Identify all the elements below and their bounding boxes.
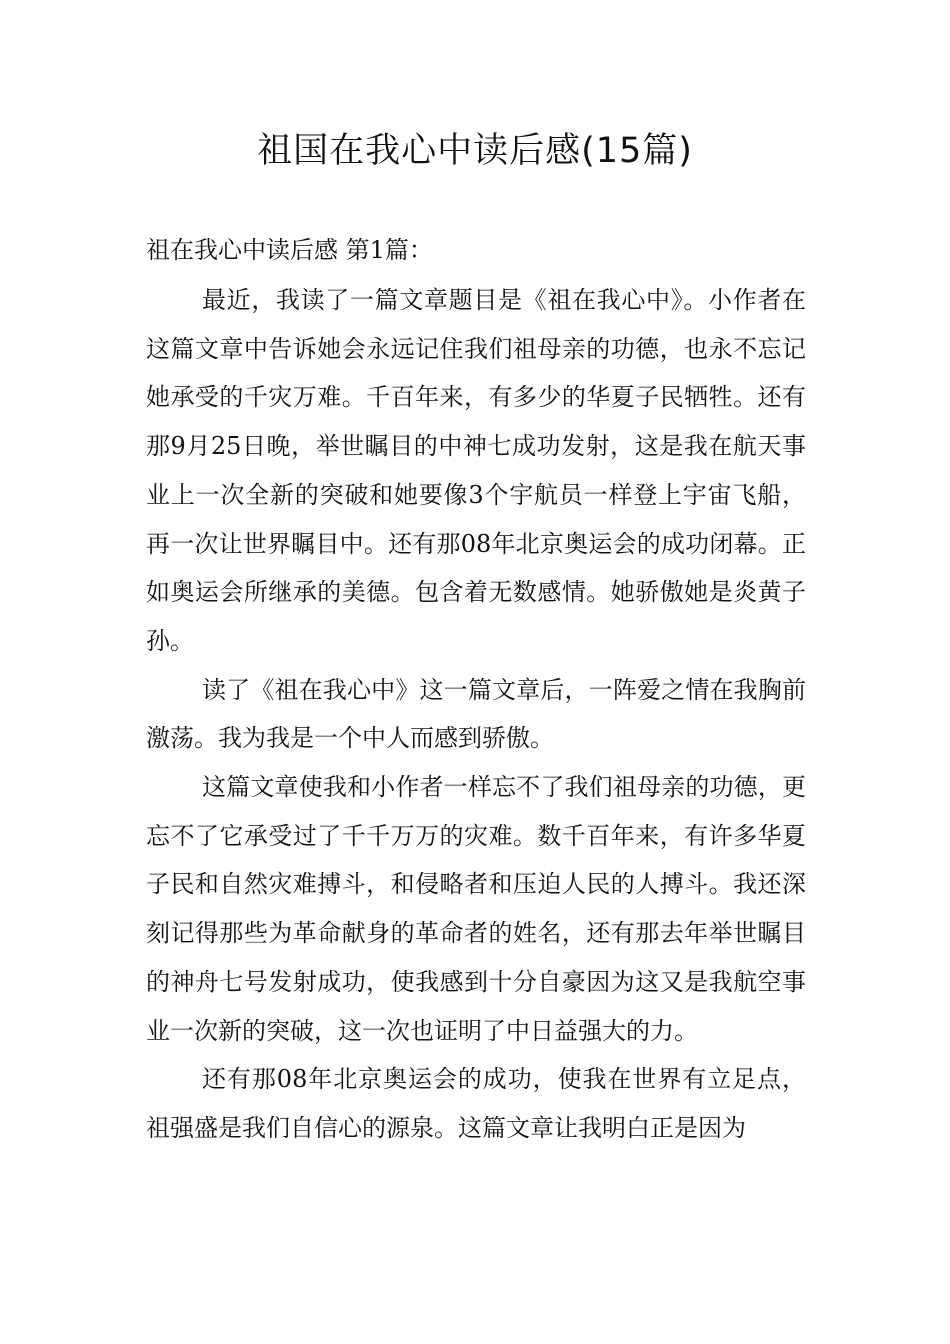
- paragraph-1: 最近，我读了一篇文章题目是《祖在我心中》。小作者在这篇文章中告诉她会永远记住我们祖母亲的功德，也永不忘记她承受的千灾万难。千百年来，有多少的华夏子民牺牲。还有那9月25日晚，举世瞩目的中神七成功发射，这是我在航天事业上一次全新的突破和她要像3个宇航员一样登上宇宙飞船，再一次让世界瞩目中。还有那08年北京奥运会的成功闭幕。正如奥运会所继承的美德。包含着无数感情。她骄傲她是炎黄子孙。: [146, 286, 806, 655]
- paragraph-3: 这篇文章使我和小作者一样忘不了我们祖母亲的功德，更忘不了它承受过了千千万万的灾难。数千百年来，有许多华夏子民和自然灾难搏斗，和侵略者和压迫人民的人搏斗。我还深刻记得那些为革命献身的革命者的姓名，还有那去年举世瞩目的神舟七号发射成功，使我感到十分自豪因为这又是我航空事业一次新的突破，这一次也证明了中日益强大的力。: [146, 773, 806, 1045]
- paragraph-4: 还有那08年北京奥运会的成功，使我在世界有立足点，祖强盛是我们自信心的源泉。这篇文章让我明白正是因为: [146, 1065, 806, 1142]
- document-title: 祖国在我心中读后感(15篇): [257, 131, 693, 171]
- paragraph-2: 读了《祖在我心中》这一篇文章后，一阵爱之情在我胸前激荡。我为我是一个中人而感到骄傲。: [146, 675, 806, 753]
- section-heading: 祖在我心中读后感 第1篇：: [146, 236, 433, 264]
- document-body: [146, 276, 806, 1153]
